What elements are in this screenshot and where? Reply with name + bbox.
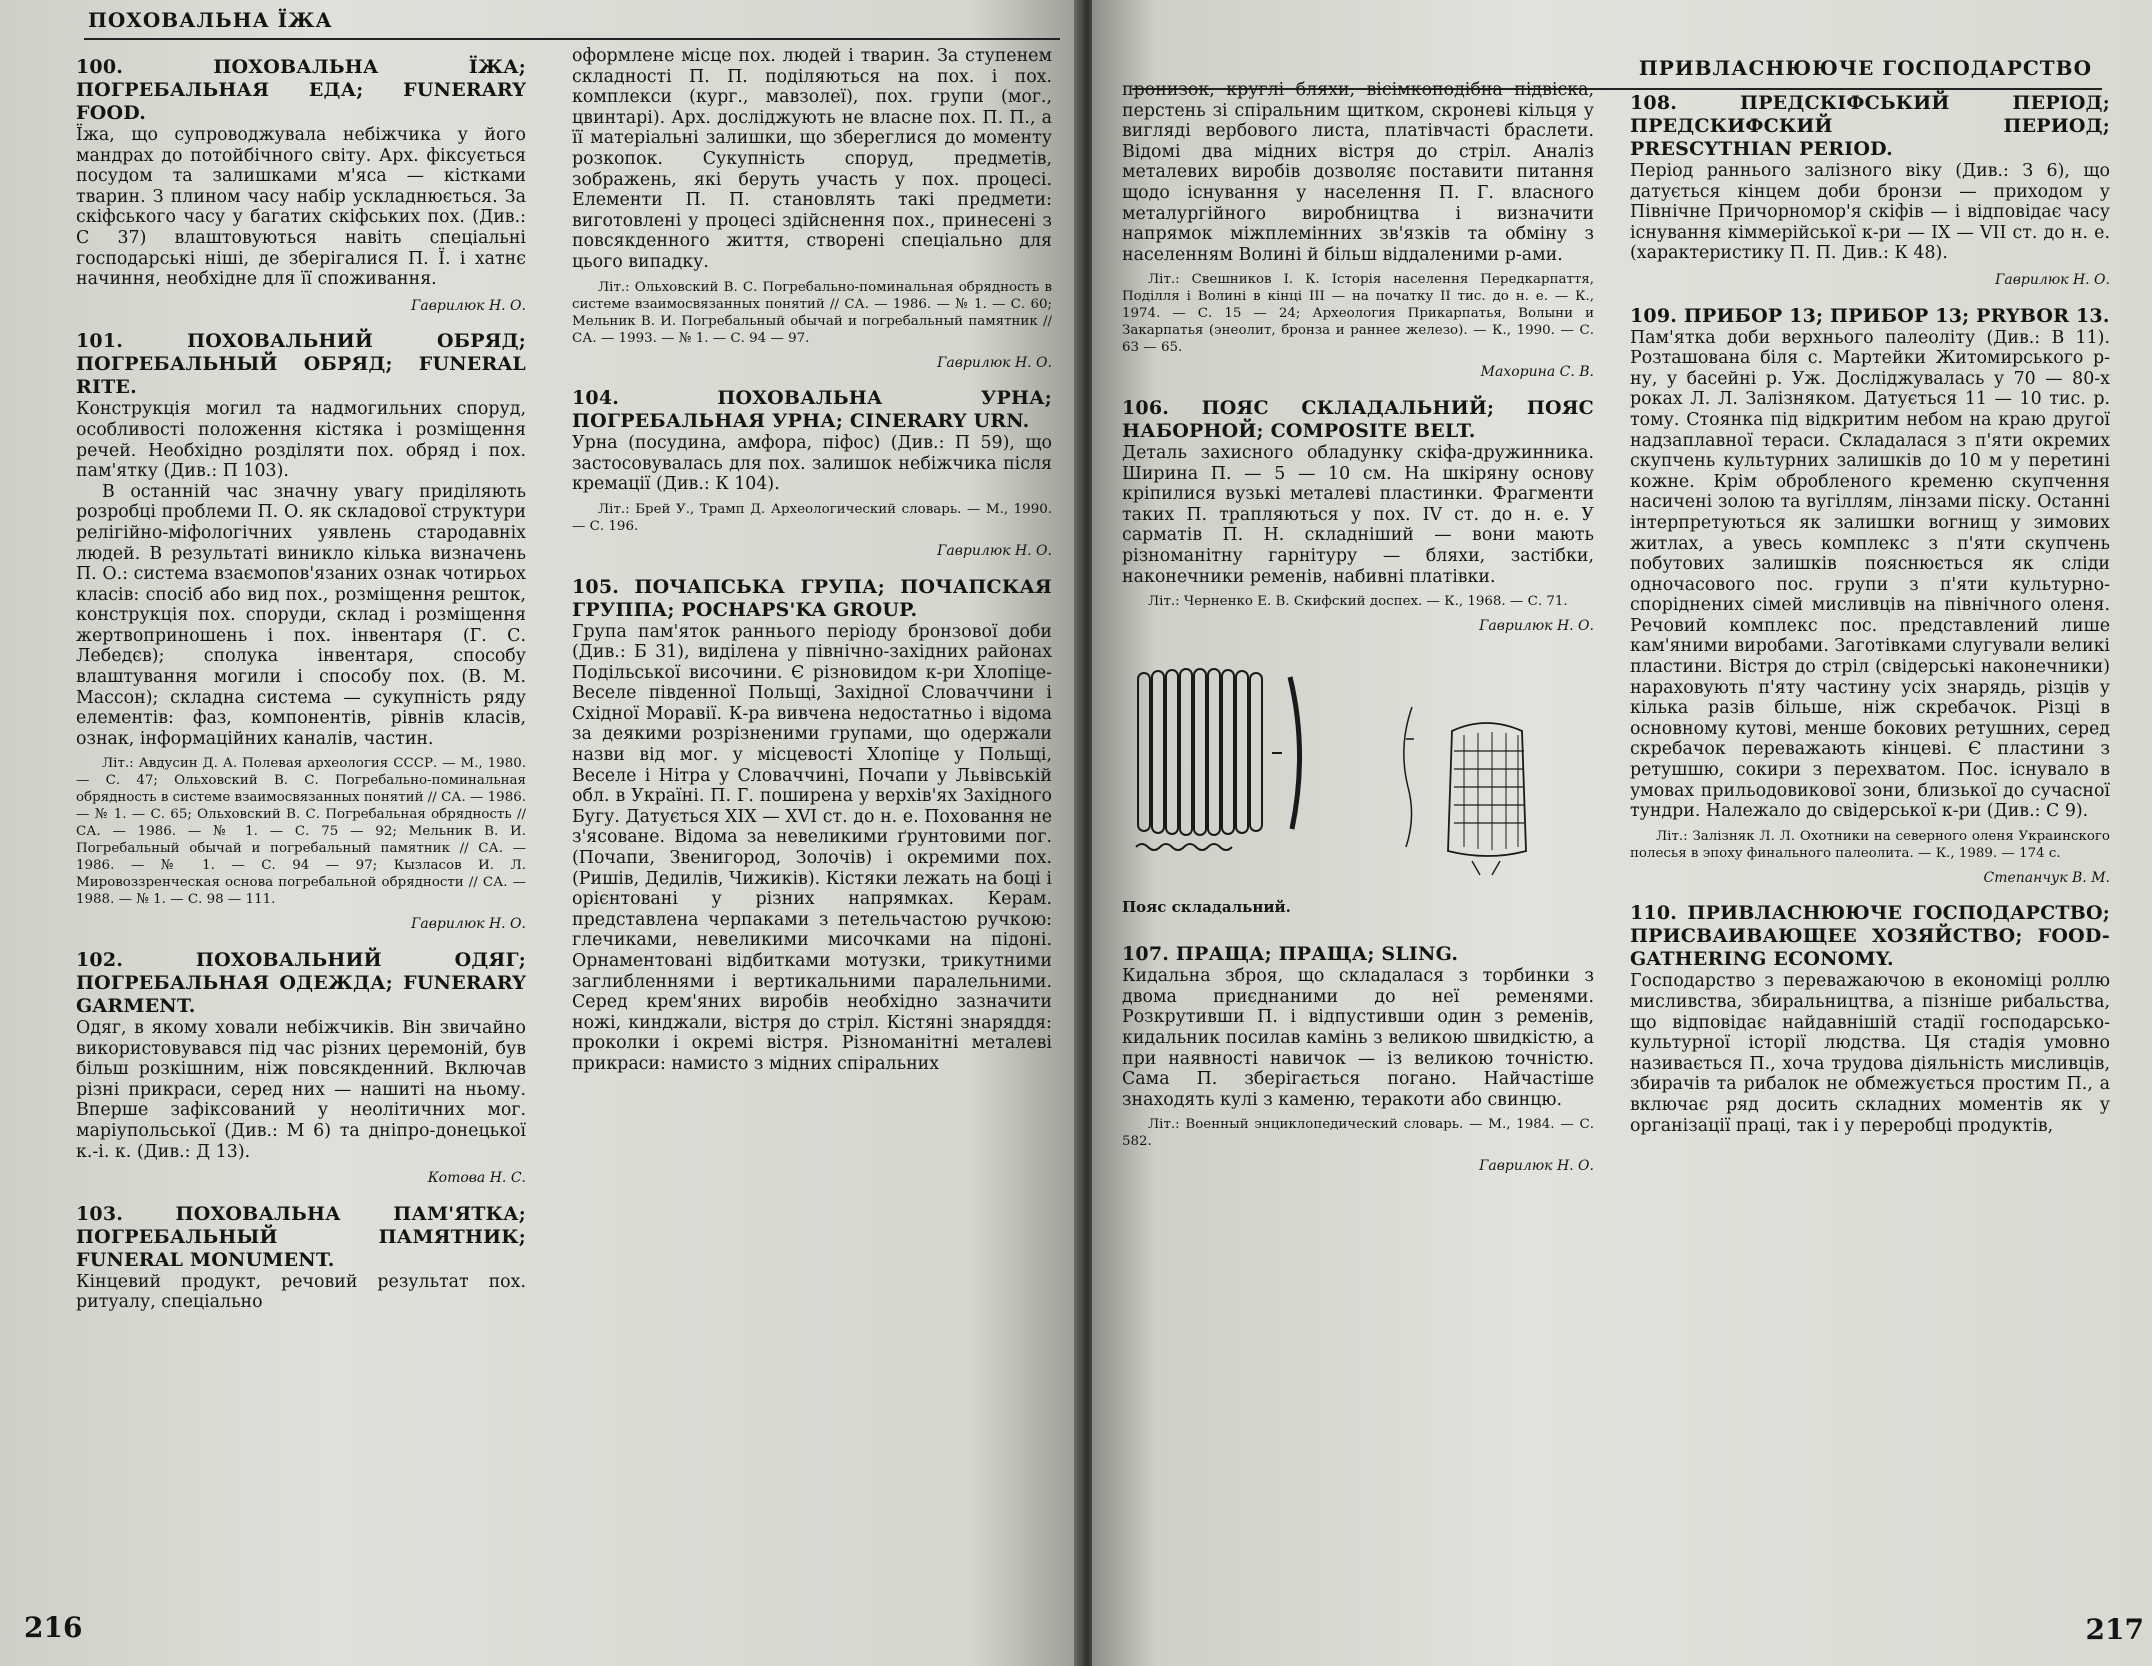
entry-title: 104. ПОХОВАЛЬНА УРНА; ПОГРЕБАЛЬНАЯ УРНА; CINERARY URN. (572, 387, 1052, 433)
entry-author: Котова Н. С. (427, 1170, 526, 1187)
entry-author: Гаврилюк Н. О. (937, 354, 1052, 371)
entry-title: 108. ПРЕДСКІФСЬКИЙ ПЕРІОД; ПРЕДСКИФСКИЙ ПЕРИОД; PRESCYTHIAN PERIOD. (1630, 92, 2110, 160)
dictionary-entry (1630, 902, 2110, 1136)
entry-references: Літ.: Черненко Е. В. Скифский доспех. — К., 1968. — С. 71. (1148, 594, 1568, 610)
entry-author: Гаврилюк Н. О. (1479, 618, 1594, 635)
entry-body: Кидальна зброя, що складалася з торбинки з двома приєднаними до неї ременями. Розкрутивши П. і відпустивши один з ременів, кидальник посилав камінь з великою швидкістю, а при наявності навичок — із великою точністю. Сама П. зберігається погано. Найчастіше знаходять кулі з каменю, теракоти або свинцю. (1122, 966, 1594, 1110)
entry-references: Літ.: Брей У., Трамп Д. Археологический словарь. — М., 1990. — С. 196. (572, 501, 1052, 534)
entry-author: Гаврилюк Н. О. (937, 542, 1052, 559)
entry-title: 110. ПРИВЛАСНЮЮЧЕ ГОСПОДАРСТВО; ПРИСВАИВАЮЩЕЕ ХОЗЯЙСТВО; FOOD-GATHERING ECONOMY. (1630, 902, 2110, 971)
entry-references: Літ.: Залізняк Л. Л. Охотники на северного оленя Украинского полесья в эпоху финального палеолита. — К., 1989. — 174 с. (1630, 828, 2110, 861)
dictionary-entry (76, 1203, 526, 1313)
entry-title: 102. ПОХОВАЛЬНИЙ ОДЯГ; ПОГРЕБАЛЬНАЯ ОДЕЖДА; FUNERARY GARMENT. (76, 949, 526, 1018)
figure-caption: Пояс складальний. (1122, 897, 1291, 916)
right-page (1092, 0, 2152, 1666)
dictionary-entry (1122, 80, 1594, 383)
entry-body: Кінцевий продукт, речовий результат пох. ритуалу, спеціально (76, 1271, 526, 1313)
entry-references: Літ.: Свешников І. К. Історія населення Передкарпаття, Поділля і Волині в кінці III — на початку II тис. до н. е. — К., 1974. — С. 15 — 24; Археология Прикарпатья, Волыни и Закарпатья (энеолит, бронза и раннее железо). — К., 1990. — С. 63 — 65. (1122, 272, 1594, 356)
entry-body: Група пам'яток раннього періоду бронзової доби (Див.: Б 31), виділена у північно-західних районах Подільської височини. Є різновидом к-ри Хлопіце-Веселе південної Польщі, Західної Словаччини і Східної Моравії. К-ра вивчена недостатньо і відома за деякими розрізненими групами, що одержали назви від мог. у місцевості Хлопіце у Польщі, Веселе і Нітра у Словаччині, Почапи у Львівській обл. в Україні. П. Г. поширена у верхів'ях Західного Бугу. Датується XIX — XVI ст. до н. е. Поховання не з'ясоване. Відома за невеликими ґрунтовими пог. (Почапи, Звенигород, Золочів) і окремими пох. (Ришів, Дедилів, Чижиків). Кістяки лежать на боці і орієнтовані у різних напрямках. Керам. представлена черпаками з петельчастою ручкою: глечиками, невеликими мисочками на підоні. Орнаментовані відбитками мотузки, трикутними заглибленнями і вертикальними паралельними. Серед крем'яних виробів необхідно зазначити ножі, кинджали, вістря до стріл. Кістяні знаряддя: проколки і окремі вістря. Різноманітні металеві прикраси: намисто з мідних спіральних (572, 621, 1052, 1074)
page-number: 217 (2085, 1613, 2144, 1646)
entry-title: 103. ПОХОВАЛЬНА ПАМ'ЯТКА; ПОГРЕБАЛЬНЫЙ ПАМЯТНИК; FUNERAL MONUMENT. (76, 1202, 526, 1271)
entry-body: Пам'ятка доби верхнього палеоліту (Див.: В 11). Розташована біля с. Мартейки Житомирського р-ну, у басейні р. Уж. Досліджувалась у 70 — 80-х роках Л. Л. Залізняком. Датується 11 — 10 тис. р. тому. Стоянка під відкритим небом на краю другої надзаплавної тераси. Складалася з п'яти окремих скупчень культурних залишків до 10 м у перетині кожне. Крім обробленого кременю скупчення насичені золою та вугіллям, лінзами піску. Останні інтерпретуються як залишки вогнищ у зимових житлах, а увесь комплекс з п'яти скупчень побутових залишків пояснюється як сліди одночасового пос. групи з п'яти культурно-споріднених сімей мисливців на північного оленя. Речовий комплекс пос. представлений лише кам'яними виробами. Заготівками слугували великі пластини. Вістря до стріл (свідерські наконечники) нараховують п'яту частину усіх знарядь, різців у кілька разів більше, ніж скребачок. Різці в основному кутові, менше бокових ретушних, серед скребачок переважають кінцеві. Є пластини з ретушшю, сокири з перехватом. Пос. існувало в умовах прильодовикової зони, близької до сучасної тундри. Належало до свідерської к-ри (Див.: С 9). (1630, 327, 2110, 822)
entry-title: 101. ПОХОВАЛЬНИЙ ОБРЯД; ПОГРЕБАЛЬНЫЙ ОБРЯД; FUNERAL RITE. (76, 330, 526, 399)
entry-body: Період раннього залізного віку (Див.: З 6), що датується кінцем доби бронзи — приходом у Північне Причорномор'я скіфів — і відповідає часу існування кіммерійської к-ри — IX — VII ст. до н. е. (характеристику П. П. Див.: К 48). (1630, 161, 2110, 264)
entry-author: Махорина С. В. (1480, 364, 1594, 381)
entry-title: 107. ПРАЩА; ПРАЩА; SLING. (1122, 943, 1459, 966)
entry-body: Господарство з переважаючою в економіці роллю мисливства, збиральництва, а пізніше рибальства, що відповідає найдавнішій стадії господарсько-культурної історії людства. Ця стадія умовно називається П., хоча трудова діяльність мисливців, збирачів та рибалок не обмежується простим П., а включає ряд досить складних моментів як у організації праці, так і у переробці продуктів, (1630, 971, 2110, 1136)
entry-author: Гаврилюк Н. О. (1995, 271, 2110, 288)
dictionary-entry (76, 949, 526, 1189)
dictionary-entry (1630, 92, 2110, 291)
entry-author: Гаврилюк Н. О. (411, 916, 526, 933)
entry-author: Гаврилюк Н. О. (411, 297, 526, 314)
entry-body: В останній час значну увагу приділяють розробці проблеми П. О. як складової структури релігійно-міфологічних уявлень стародавніх людей. В результаті виникло кілька визначень П. О.: система взаємопов'язаних ознак чотирьох класів: спосіб або вид пох., розміщення решток, конструкція пох. споруди, склад і розміщення жертвоприношень і пох. інвентаря (Г. С. Лебедєв); сполука інвентаря, способу влаштування могили і способу пох. (В. М. Массон); складна система — сукупність ряду елементів: фаз, компонентів, рівнів класів, ознак, інформаційних каналів, частин. (76, 481, 526, 749)
page-number: 216 (24, 1611, 83, 1644)
entry-author: Степанчук В. М. (1983, 869, 2110, 886)
entry-title: 100. ПОХОВАЛЬНА ЇЖА; ПОГРЕБАЛЬНАЯ ЕДА; FUNERARY FOOD. (76, 56, 526, 124)
belt-illustration (1122, 651, 1592, 891)
dictionary-entry (76, 56, 526, 316)
entry-body: Конструкція могил та надмогильних споруд, особливості положення кістяка і розміщення речей. Необхідно розділяти пох. обряд і пох. пам'ятку (Див.: П 103). (76, 399, 526, 482)
entry-title: 106. ПОЯС СКЛАДАЛЬНИЙ; ПОЯС НАБОРНОЙ; COMPOSITE BELT. (1122, 396, 1594, 442)
entry-references: Літ.: Ольховский В. С. Погребально-поминальная обрядность в системе взаимосвязанных понятий // СА. — 1986. — № 1. — С. 60; Мельник В. И. Погребальный обычай и погребальный памятник // СА. — 1993. — № 1. — С. 94 — 97. (572, 279, 1052, 346)
entry-body: Одяг, в якому ховали небіжчиків. Він звичайно використовувався під час різних церемоній, був більш розкішним, ніж повсякденний. Включав різні прикраси, серед них — нашиті на ньому. Вперше зафіксований у неолітичних мог. маріупольської (Див.: М 6) та дніпро-донецької к.-і. к. (Див.: Д 13). (76, 1018, 526, 1162)
dictionary-entry (1122, 397, 1594, 637)
dictionary-entry (1630, 305, 2110, 889)
entry-author: Гаврилюк Н. О. (1479, 1158, 1594, 1175)
entry-body: оформлене місце пох. людей і тварин. За ступенем складності П. П. поділяються на пох. і пох. комплекси (кург., мавзолеї), пох. групи (мог., цвинтарі). Арх. досліджують не власне пох. П. П., а її матеріальні залишки, що збереглися до моменту розкопок. Сукупність споруд, предметів, зображень, які беруть участь у пох. процесі. Елементи П. П. становлять такі предмети: виготовлені у процесі здійснення пох., принесені з повсякденного життя, створені спеціально для цього випадку. (572, 46, 1052, 272)
dictionary-entry (572, 387, 1052, 561)
entry-body: Деталь захисного обладунку скіфа-дружинника. Ширина П. — 5 — 10 см. На шкіряну основу кріпилися вузькі металеві пластинки. Фрагменти таких П. трапляються у пох. IV ст. до н. е. У сарматів П. Н. складніший — вони мають різноманітну гарнітуру — бляхи, застібки, наконечники ременів, набивні платівки. (1122, 442, 1594, 587)
text-column (572, 46, 1052, 1089)
entry-body: Урна (посудина, амфора, піфос) (Див.: П 59), що застосовувалась для пох. залишок небіжчика після кремації (Див.: К 104). (572, 433, 1052, 495)
dictionary-entry (572, 576, 1052, 1075)
entry-body: Їжа, що супроводжувала небіжчика у його мандрах до потойбічного світу. Арх. фіксується посудом та залишками м'яса — кістками тварин. З плином часу набір ускладнюється. За скіфського часу у багатих скіфських пох. (Див.: С 37) влаштовуються навіть спеціальні господарські ніші, де зберігалися П. Ї. і хатнє начиння, необхідне для її споживання. (76, 125, 526, 290)
entry-references: Літ.: Авдусин Д. А. Полевая археология СССР. — М., 1980. — С. 47; Ольховский В. С. Погребально-поминальная обрядность в системе взаимосвязанных понятий // СА. — 1986. — № 1. — С. 65; Ольховский В. С. Погребальная обрядность // СА. — 1986. — № 1. — С. 75 — 92; Мельник В. И. Погребальный обычай и погребальный памятник // СА. — 1986. — № 1. — С. 94 — 97; Кызласов И. Л. Мировоззренческая основа погребальной обрядности // СА. — 1988. — № 1. — С. 98 — 111. (76, 756, 526, 908)
composite-belt-drawing (1122, 651, 1592, 891)
dictionary-entry (1122, 943, 1594, 1177)
entry-title: 105. ПОЧАПСЬКА ГРУПА; ПОЧАПСКАЯ ГРУППА; POCHAPS'KA GROUP. (572, 575, 1052, 621)
dictionary-entry (76, 330, 526, 935)
text-column (1630, 92, 2110, 1150)
entry-title: 109. ПРИБОР 13; ПРИБОР 13; PRYBOR 13. (1630, 304, 2110, 327)
text-column (76, 56, 526, 1327)
running-head: ПРИВЛАСНЮЮЧЕ ГОСПОДАРСТВО (1638, 56, 2092, 80)
dictionary-entry (572, 46, 1052, 373)
entry-body: пронизок, круглі бляхи, вісімкоподібна підвіска, перстень зі спіральним щитком, скроневі кільця у вигляді вербового листа, платівчасті браслети. Відомі два мідних вістря до стріл. Аналіз металевих виробів дозволяє поставити питання щодо існування у населення П. Г. власного металургійного виробництва і визначити напрямок міжплемінних зв'язків та обміну з населенням Волині й більш віддаленими р-ами. (1122, 80, 1594, 265)
running-head: ПОХОВАЛЬНА ЇЖА (88, 8, 333, 32)
entry-references: Літ.: Военный энциклопедический словарь. — М., 1984. — С. 582. (1122, 1117, 1594, 1150)
head-rule (84, 38, 1060, 40)
text-column (1122, 80, 1594, 1191)
